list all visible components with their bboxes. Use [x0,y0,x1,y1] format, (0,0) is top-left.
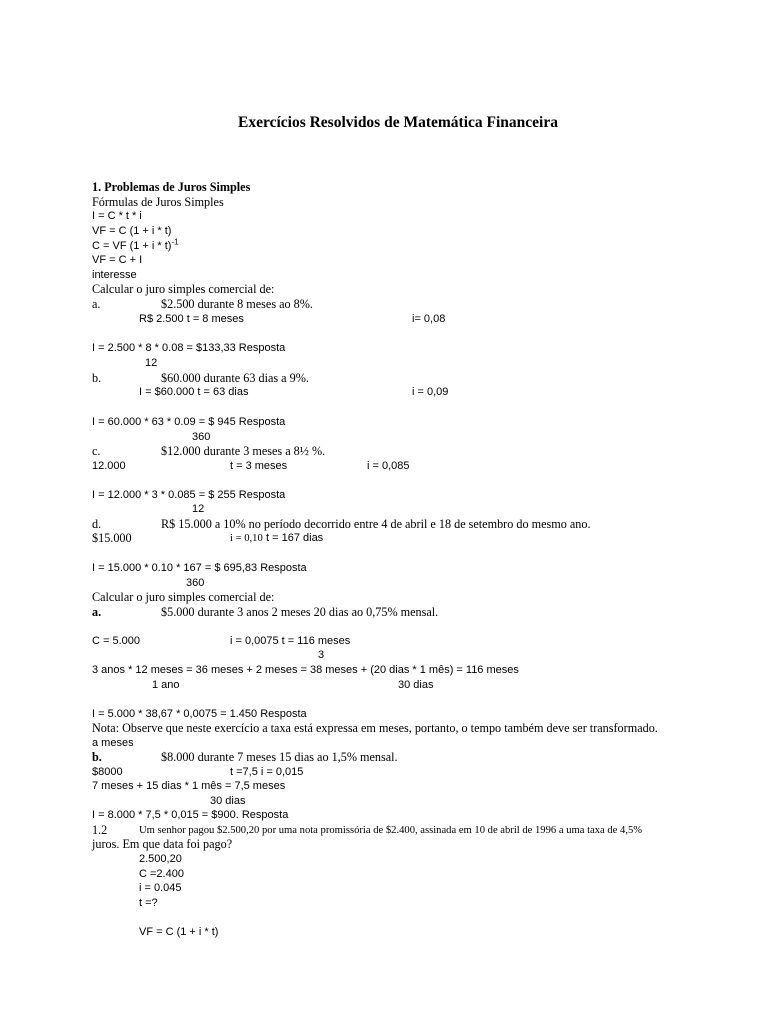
item-a2-label: a. [92,605,102,619]
item-d-calc: I = 15.000 * 0.10 * 167 = $ 695,83 Resposta [92,562,307,574]
item-b-text: $60.000 durante 63 dias a 9%. [161,371,309,385]
item-a2-text: $5.000 durante 3 anos 2 meses 20 dias ao 0,75% mensal. [161,605,439,619]
problem-1-2-number: 1.2 [92,823,108,837]
item-b2-calc: I = 8.000 * 7,5 * 0,015 = $900. Resposta [92,809,289,821]
item-a2-calc: I = 5.000 * 38,67 * 0,0075 = 1.450 Resposta [92,708,307,720]
item-c-time: t = 3 meses [230,460,288,472]
problem-1-2-vf: 2.500,20 [139,853,182,865]
item-a-vars: R$ 2.500 t = 8 meses [139,313,244,325]
item-b-vars: I = $60.000 t = 63 dias [139,386,249,398]
page-title: Exercícios Resolvidos de Matemática Financeira [238,114,558,131]
item-b-denominator: 360 [192,431,211,443]
item-d-capital: $15.000 [92,531,132,545]
formula-1: I = C * t * i [92,210,142,222]
item-a-calc: I = 2.500 * 8 * 0.08 = $133,33 Resposta [92,342,286,354]
item-b2-capital: $8000 [92,766,123,778]
item-a2-vars: i = 0,0075 t = 116 meses [230,635,351,647]
item-d-label: d. [92,517,102,531]
item-b2-label: b. [92,750,102,764]
item-b-calc: I = 60.000 * 63 * 0.09 = $ 945 Resposta [92,416,286,428]
item-a-label: a. [92,297,101,311]
formula-3: C = VF $(1 + i * t)^{-1}$ [92,237,179,252]
problem-1-2-question: juros. Em que data foi pago? [92,837,233,851]
item-b2-30dias: 30 dias [210,795,246,807]
item-a2-30dias: 30 dias [398,679,434,691]
formulas-heading: Fórmulas de Juros Simples [92,195,224,209]
interesse-label: interesse [92,269,137,281]
item-b2-text: $8.000 durante 7 meses 15 dias ao 1,5% mensal. [161,750,398,764]
item-b-rate: i = 0,09 [412,386,449,398]
item-a-text: $2.500 durante 8 meses ao 8%. [161,297,313,311]
item-d-text: R$ 15.000 a 10% no período decorrido entre 4 de abril e 18 de setembro do mesmo ano. [161,517,591,531]
item-a2-ano: 1 ano [152,679,180,691]
problem-1-2-capital: C =2.400 [139,868,184,880]
problem-1-2-time: t =? [139,897,158,909]
item-b2-vars: t =7,5 i = 0,015 [230,766,304,778]
item-d-denominator: 360 [186,577,205,589]
item-a-denominator: 12 [145,357,158,369]
item-c-calc: I = 12.000 * 3 * 0.085 = $ 255 Resposta [92,489,286,501]
formula-2: VF = C (1 + i * t) [92,225,172,237]
problem-1-2-rate: i = 0.045 [139,882,182,894]
item-a2-ameses: a meses [92,737,134,749]
instruction-2: Calcular o juro simples comercial de: [92,590,275,604]
section-heading: 1. Problemas de Juros Simples [92,180,251,194]
item-a2-conversion: 3 anos * 12 meses = 36 meses + 2 meses = 38 meses + (20 dias * 1 mês) = 116 meses [92,664,519,676]
item-a-rate: i= 0,08 [412,313,446,325]
item-d-time: t = 167 dias [266,532,324,544]
problem-1-2-text: Um senhor pagou $2.500,20 por uma nota promissória de $2.400, assinada em 10 de abril de 1996 a uma taxa de 4,5% [139,825,643,836]
item-c-text: $12.000 durante 3 meses a 8½ %. [161,444,326,458]
formula-4: VF = C + I [92,254,143,266]
item-c-label: c. [92,444,101,458]
item-c-rate: i = 0,085 [367,460,410,472]
item-b2-conversion: 7 meses + 15 dias * 1 mês = 7,5 meses [92,780,286,792]
item-b-label: b. [92,371,102,385]
instruction-1: Calcular o juro simples comercial de: [92,282,275,296]
problem-1-2-formula: VF = C (1 + i * t) [139,926,219,938]
item-a2-capital: C = 5.000 [92,635,141,647]
item-a2-note: Nota: Observe que neste exercício a taxa está expressa em meses, portanto, o tempo também deve ser transformado. [92,721,658,735]
item-c-capital: 12.000 [92,460,126,472]
item-d-rate: i = 0,10 [230,533,263,544]
item-c-denominator: 12 [192,503,205,515]
item-a2-denominator: 3 [318,649,325,661]
